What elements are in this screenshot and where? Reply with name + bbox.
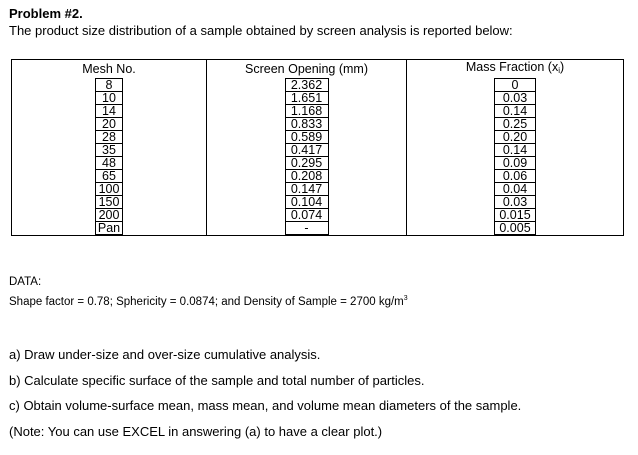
sample-properties-text: Shape factor = 0.78; Sphericity = 0.0874; and Density of Sample = 2700 kg/m — [9, 296, 404, 308]
mesh-cell-value: 8 — [95, 78, 123, 92]
open-cell-value: 0.833 — [285, 118, 329, 131]
mesh-cell-value: 65 — [95, 170, 123, 183]
mesh-cell-value: 10 — [95, 92, 123, 105]
frac-cell-value: 0.03 — [494, 196, 536, 209]
open-cell-value: 0.074 — [285, 209, 329, 222]
header-mass-fraction-close: ) — [560, 60, 565, 74]
screen-analysis-table — [11, 59, 624, 236]
mesh-cell-value: 48 — [95, 157, 123, 170]
open-cell-value: 0.147 — [285, 183, 329, 196]
cubic-superscript: 3 — [403, 295, 408, 303]
table-row — [12, 222, 624, 236]
frac-cell-value: 0.03 — [494, 92, 536, 105]
frac-cell-value: 0.06 — [494, 170, 536, 183]
frac-cell — [407, 78, 624, 92]
header-mass-fraction-main: Mass Fraction (x — [465, 60, 559, 74]
header-mesh: Mesh No. — [12, 60, 207, 79]
frac-cell-value: 0.25 — [494, 118, 536, 131]
open-cell-value: 0.104 — [285, 196, 329, 209]
table-row — [12, 78, 624, 92]
frac-cell-value: 0.14 — [494, 105, 536, 118]
frac-cell-value: 0.20 — [494, 131, 536, 144]
problem-intro: The product size distribution of a sample obtained by screen analysis is reported below: — [9, 23, 513, 38]
question-a: a) Draw under-size and over-size cumulative analysis. — [9, 347, 321, 362]
table-header-row — [12, 60, 624, 79]
open-cell-value: 1.651 — [285, 92, 329, 105]
open-cell — [207, 78, 407, 92]
open-cell — [207, 222, 407, 236]
mesh-cell-value: 28 — [95, 131, 123, 144]
mesh-cell-value: Pan — [95, 222, 123, 235]
frac-cell-value: 0.015 — [494, 209, 536, 222]
frac-cell-value: 0.09 — [494, 157, 536, 170]
mesh-cell-value: 35 — [95, 144, 123, 157]
header-mass-fraction — [407, 60, 624, 79]
open-cell-value: - — [285, 222, 329, 235]
open-cell-value: 0.295 — [285, 157, 329, 170]
mesh-cell-value: 14 — [95, 105, 123, 118]
note-text: (Note: You can use EXCEL in answering (a) to have a clear plot.) — [9, 424, 383, 439]
table-body — [12, 78, 624, 236]
frac-cell-value: 0 — [494, 78, 536, 92]
mesh-cell — [12, 78, 207, 92]
frac-cell-value: 0.14 — [494, 144, 536, 157]
mesh-cell-value: 100 — [95, 183, 123, 196]
open-cell-value: 0.417 — [285, 144, 329, 157]
open-cell-value: 1.168 — [285, 105, 329, 118]
mesh-cell — [12, 222, 207, 236]
data-label: DATA: — [9, 276, 42, 288]
frac-cell-value: 0.005 — [494, 222, 536, 235]
mesh-cell-value: 20 — [95, 118, 123, 131]
question-b: b) Calculate specific surface of the sample and total number of particles. — [9, 373, 425, 388]
sample-properties — [9, 296, 408, 308]
open-cell-value: 0.208 — [285, 170, 329, 183]
mesh-cell-value: 150 — [95, 196, 123, 209]
open-cell-value: 2.362 — [285, 78, 329, 92]
problem-title: Problem #2. — [9, 6, 83, 21]
mesh-cell-value: 200 — [95, 209, 123, 222]
frac-cell — [407, 222, 624, 236]
frac-cell-value: 0.04 — [494, 183, 536, 196]
open-cell-value: 0.589 — [285, 131, 329, 144]
question-c: c) Obtain volume-surface mean, mass mean, and volume mean diameters of the sample. — [9, 398, 522, 413]
header-screen-opening: Screen Opening (mm) — [207, 60, 407, 79]
header-mass-fraction-subscript: i — [558, 66, 560, 75]
